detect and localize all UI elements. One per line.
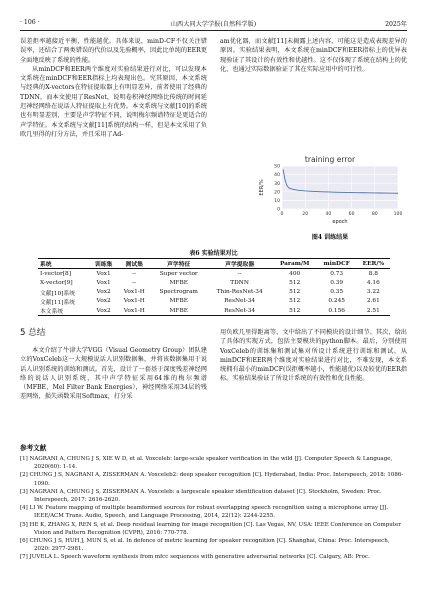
table-cell: 3.22 (366, 289, 380, 296)
table-cell: Thin-ResNet-34 (216, 289, 263, 296)
y-tick-label: 40 (274, 173, 280, 179)
left-column-bottom (20, 346, 207, 402)
reference-item: [6] CHUNG J S, HUH J, MUN S, et al. In defence of metric learning for speaker recognition [C]. Shanghai, China: Proc. Interspeech, 2020: 2977-2981. (20, 538, 390, 553)
reference-item: [5] HE K, ZHANG X, REN S, et al. Deep residual learning for image recognition [C]. Las Vegas, NV, USA: IEEE Conference on Computer Vision and Pattern Recognition (CVPR), 2016: 770-778. (20, 521, 401, 536)
table-cell: 512 (289, 307, 301, 314)
page-number: · 106 · (20, 19, 40, 26)
right-column-top (220, 37, 407, 74)
table-cell: 文献[11]系统 (40, 299, 76, 306)
reference-item: [1] NAGRANI A, CHUNG J S, XIE W D, et al. Voxceleb: large-scale speaker verification in the wild [J]. Computer Speech & Language, 2020(60): 1-14. (20, 456, 393, 471)
column-header: 训练集 (94, 262, 113, 269)
table-cell: 512 (289, 289, 301, 296)
table-cell: MFBE (169, 307, 188, 314)
table-cell: MFBE (169, 298, 188, 305)
figure-title: training error (304, 155, 356, 164)
table-caption: 表6 实验结果对比 (189, 250, 238, 257)
table-cell: -- (237, 270, 242, 277)
column-header: Param/M (279, 260, 310, 267)
results-table (38, 258, 390, 316)
table-cell: 512 (289, 279, 301, 286)
table-cell: 8.8 (368, 270, 378, 277)
table-row (38, 269, 390, 279)
table-cell: Vox1 (96, 270, 111, 277)
column-header: EER/% (362, 260, 384, 267)
table-cell: 0.245 (328, 298, 345, 305)
x-tick-label: 60 (348, 212, 355, 217)
left-column-top (20, 37, 207, 139)
reference-item: [4] LI W. Feature mapping of multiple beamformed sources for robust overlapping speech recognition using a microphone array [J]. IEEE/ACM Trans. Audio, Speech, and Language Processing, 2014, 22(12): 2244-2255. (20, 505, 389, 520)
reference-item: [2] CHUNG J S, NAGRANI A, ZISSERMAN A. Voxceleb2: deep speaker recognition [C]. Hyderabad, India: Proc. Interspeech, 2018: 1086-1090. (20, 472, 404, 487)
table-cell: Spectrogram (159, 289, 198, 296)
table-cell: Vox2 (96, 298, 111, 305)
figure-caption: 图4 训练结果 (311, 234, 349, 241)
column-header: minDCF (323, 260, 350, 267)
table-cell: 2.61 (366, 298, 380, 305)
table-cell: X-vector[9] (40, 279, 73, 286)
column-header: 系统 (40, 262, 52, 269)
table-cell: Super vector (159, 270, 198, 277)
reference-item: [3] NAGRANI A, CHUNG J S, ZISSERMAN A. Voxceleb: a largescale speaker identification dataset [C]. Stockholm, Sweden: Proc. Interspeech, 2017: 2616-2620. (20, 488, 382, 504)
table-cell: Vox2 (96, 289, 111, 296)
table-cell: I-vector[8] (40, 270, 72, 277)
y-axis-label: EER/% (259, 179, 265, 196)
paragraph: 从minDCF和EER两个维度对实验结果进行对比，可以发现本文系统在minDCF和EER指标上均表现出色。究其原因，本文系统与经典的X-vectors在特征提取器上有明显差异，前者使用了经典的TDNN，而本文使用了ResNet，说明卷积神经网络比传统的时间延迟神经网络在说话人特征提取上有优势。本文系统与文献[10]的系统也有明显差别，主要是声学特征不同，说明梅尔频谱特征是更适合的声学特征。本文系统与文献[11]系统的结构一样，但是本文采用了负欧几里得的打分方法，并且采用了Ad- (20, 65, 207, 138)
table-cell: MFBE (169, 279, 188, 286)
training-error-chart (256, 155, 404, 225)
y-tick-label: 30 (274, 181, 280, 187)
table-cell: Vox1 (96, 279, 111, 286)
table-cell: ResNet-34 (224, 307, 256, 314)
x-axis-label: epoch (332, 219, 348, 225)
table-cell: -- (132, 270, 137, 277)
table-cell: 文献[10]系统 (40, 290, 76, 297)
table-cell: 400 (289, 270, 301, 277)
section-heading: 5 总结 (20, 328, 46, 338)
references-heading: 参考文献 (20, 444, 47, 452)
running-header (20, 18, 407, 31)
table-cell: 512 (289, 298, 301, 305)
right-column-bottom (220, 328, 407, 384)
column-header: 声学提取器 (225, 262, 255, 269)
paragraph: 用负欧几里得距离等，文中给出了不同模块的设计细节。其次，给出了具体的实现方式，包括主要模块的python脚本。最后，分别使用VoxCeleb的训练集和测试集对所设计系统进行训练和测试。从minDCF和EER两个维度对实验结果进行对比，不难发现，本文系统拥有最小的minDCF(误拒概率越小，性能越优)以及较优的EER指标。实验结果验证了所设计系统的有效性和优良性能。 (220, 329, 407, 383)
table-cell: Vox1-H (123, 307, 145, 314)
x-tick-label: 40 (325, 212, 332, 217)
table-row (38, 278, 390, 287)
column-header: 声学特征 (167, 262, 191, 269)
training-error-figure (256, 155, 404, 225)
y-tick-label: 10 (274, 199, 280, 204)
table-row (38, 288, 390, 297)
reference-item: [7] JUVELA L. Speech waveform synthesis from mfcc sequences with generative adversarial networks [C]. Calgary, AB: Proc. (20, 554, 370, 561)
table-cell: 本文系统 (40, 309, 64, 316)
reference-list (20, 455, 407, 562)
table-cell: ResNet-34 (224, 298, 256, 305)
table-cell: -- (132, 279, 137, 286)
table-cell: Vox1-H (123, 298, 145, 305)
table-header-row (38, 259, 390, 269)
table-row (38, 306, 390, 316)
table-cell: 4.16 (366, 279, 380, 286)
table-cell: 0.156 (328, 307, 345, 314)
y-tick-label: 20 (274, 190, 280, 196)
table-cell: 2.51 (366, 307, 380, 314)
paragraph: 误差拒率越接近平衡，性能越优。具体来说，minD-CF不仅关注错误率，还结合了两类错误的代价以及先验概率，因此比单纯的EER更全面地反映了系统的性能。 (20, 38, 207, 64)
y-tick-label: 50 (274, 164, 280, 170)
x-tick-label: 20 (302, 212, 309, 217)
y-tick-label: 0 (277, 207, 280, 213)
table-cell: 0.35 (330, 289, 344, 296)
journal-name: 山西大同大学学报(自然科学版) (170, 21, 257, 28)
table-cell: Vox2 (96, 307, 111, 314)
paragraph: am优化器，而文献[11]未揭露上述内容，可能这是造成表现差异的原因。实验结果表明，本文系统在minDCF和EER指标上的优异表现验证了其设计的有效性和优越性。这不仅体现了系统在结构上的优化，也通过实际数据验证了其在实际应用中的可行性。 (220, 38, 407, 73)
x-tick-label: 80 (371, 212, 378, 217)
table-cell: 0.73 (330, 270, 344, 277)
table-cell: 0.39 (330, 279, 344, 286)
table-row (38, 297, 390, 306)
table-cell: TDNN (230, 279, 249, 286)
table-cell: Vox1-H (123, 289, 145, 296)
publication-year: 2025年 (385, 21, 407, 28)
plot-area (282, 166, 398, 209)
column-header: 测试集 (125, 262, 143, 269)
x-tick-label: 100 (393, 212, 403, 217)
x-tick-label: 0 (280, 212, 284, 217)
paragraph: 本文介绍了牛津大学VGG（Visual Geometry Group）团队建立的VoxCeleb这一大规模说话人识别数据集，并将该数据集用于说话人识别系统的训练和测试。首先，设计了一套基于深度残差神经网络的说话人识别系统，其中声学特征采用64维的梅尔频谱（MFBE，Mel Filter Bank Energies），神经网络采用34层的残差网络，损失函数采用Softmax，打分采 (20, 347, 207, 401)
